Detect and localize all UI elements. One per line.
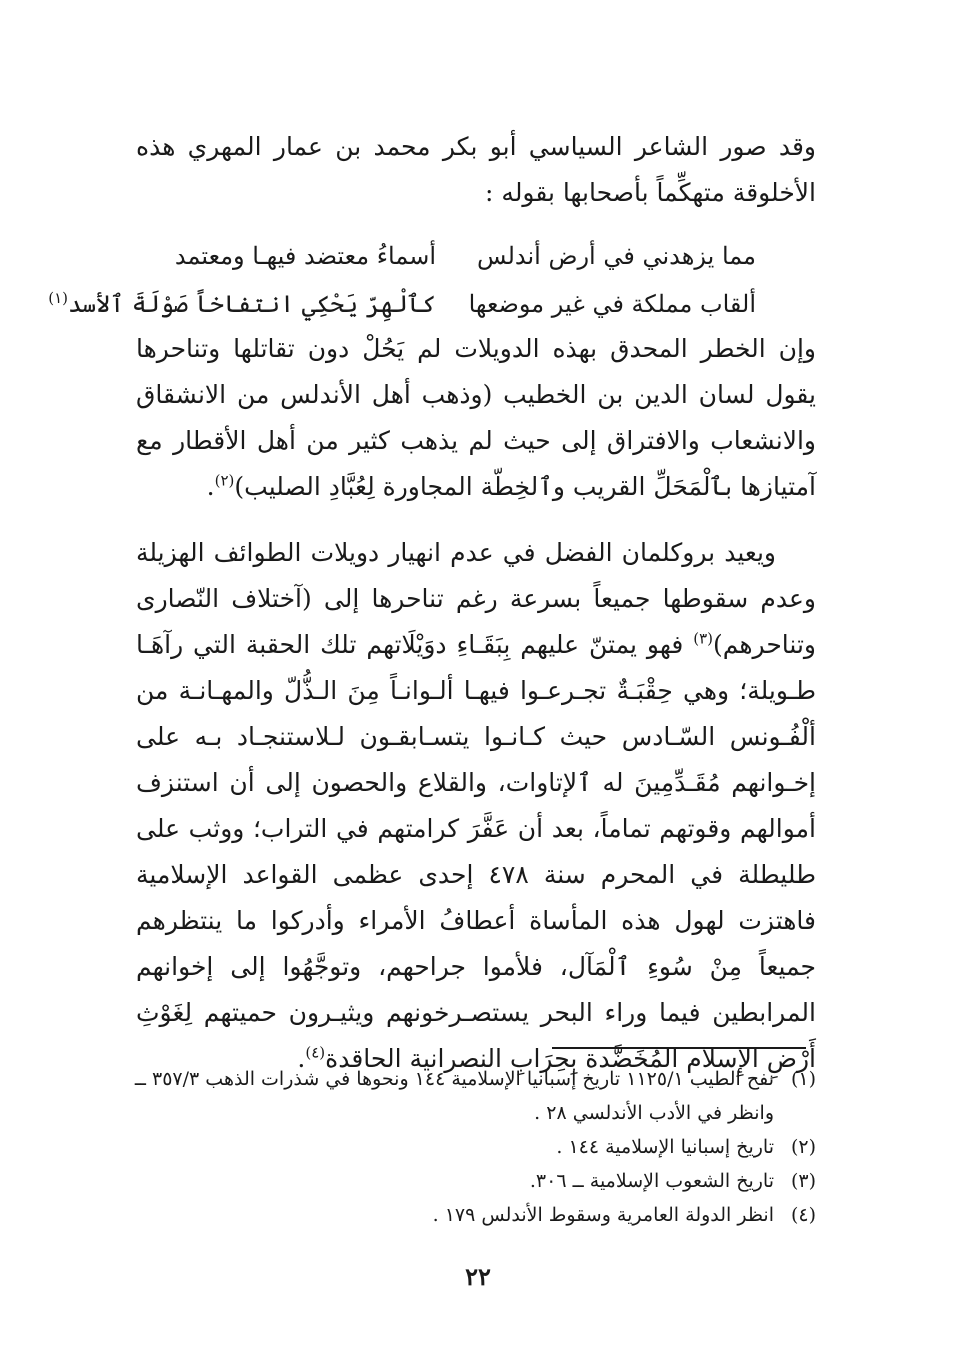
footnote-3-number: (٣) (790, 1170, 816, 1192)
footnote-4-number: (٤) (790, 1204, 816, 1226)
poem-verse-1 (136, 232, 756, 280)
paragraph-2-text: وإن الخطر المحدق بهذه الدويلات لم يَحُلْ دون تقاتلها وتناحرها يقول لسان الدين بن الخطيب (وذهب أهل الأندلس من الانشقاق والانشعاب والافتراق إلى حيث لم يذهب كثير من أهل الأقطار مع آمتيازها بٱلْمَحَلِّ القريب وٱلخِطّة المجاورة لِعُبَّادِ الصليب) (136, 334, 816, 501)
footnote-ref-4[interactable]: (٤) (305, 1043, 326, 1062)
footnote-ref-2[interactable]: (٢) (214, 471, 235, 490)
verse-2-second-hemistich (48, 280, 436, 328)
footnote-3 (126, 1164, 816, 1198)
intro-paragraph: وقد صور الشاعر السياسي أبو بكر محمد بن عمار المهري هذه الأخلوقة متهكِّماً بأصحابها بقوله : (136, 132, 816, 207)
paragraph-3-part-1: ويعيد بروكلمان الفضل في عدم انهيار دويلات الطوائف الهزيلة وعدم سقوطها جميعاً بسرعة رغم تناحرها إلى (آختلاف النّصارى وتناحرهم) (136, 538, 816, 659)
verse-2-second-hemistich-text: كٱلْهِرّ يَحْكِي انتفاخاً صَوْلَةَ ٱلأسد (67, 290, 436, 318)
footnote-1-text: نفح الطيب ١١٢٥/١ تاريخ إسبانيا الإسلامية ١٤٤ ونحوها في شذرات الذهب ٣٥٧/٣ ــ وانظر في الأدب الأندلسي ٢٨ . (134, 1068, 774, 1124)
poem-verse-2 (48, 280, 756, 328)
footnote-4-text: انظر الدولة العامرية وسقوط الأندلس ١٧٩ . (432, 1204, 774, 1226)
poem (48, 232, 756, 328)
verse-1-second-hemistich: أسماءُ معتضد فيهـا ومعتمد (174, 242, 436, 270)
footnote-1 (126, 1062, 816, 1130)
paragraph-2-end: . (206, 472, 215, 501)
page-number: ٢٢ (465, 1262, 491, 1291)
verse-1-first-hemistich: مما يزهدني في أرض أندلس (476, 242, 756, 270)
footnote-ref-1[interactable]: (١) (48, 289, 68, 307)
footnote-2 (126, 1130, 816, 1164)
footnote-ref-3[interactable]: (٣) (693, 629, 713, 648)
footnote-2-text: تاريخ إسبانيا الإسلامية ١٤٤ . (556, 1136, 774, 1158)
paragraph-3-part-2: فهو يمتنّ عليهم بِبَقَـاءِ دوَيْلَاتهم تلك الحقبة التي رآهَـا طـويلة؛ وهي حِقْبَـةٌ تجـرعـوا فيهـا ألـوانـاً مِنَ الـذُّلّ والمهـانـة من ألْفُـونس السّـادس حيث كـانـوا يتسـابقـون لـلاستنجـاد بـه على إخـوانهم مُقَـدِّمِينَ له ٱلإتاوات، والقلاع والحصون إلى أن استنزف أموالهم وقوتهم تماماً، بعد أن عَفَّرَ كرامتهم في التراب؛ ووثب على طليطلة في المحرم سنة ٤٧٨ إحدى عظمى القواعد الإسلامية فاهتزت لهول هذه المأساة أعطافُ الأمراء وأدركوا ما ينتظرهم جميعاً مِنْ سُوءِ ٱلْمَآل، فلأموا جراحهم، وتوجَّهُوا إلى إخوانهم المرابطين فيما وراء البحر يستصـرخونهم ويثيـرون حميتهم لِغَوْثِ أَرْضِ الإِسلام المُخَضَّدة بِحِرَابِ النصرانية الحاقدة (136, 630, 816, 1073)
footnote-separator (552, 1047, 806, 1049)
footnote-1-number: (١) (790, 1068, 816, 1090)
footnotes (126, 1062, 816, 1232)
verse-2-first-hemistich: ألقاب مملكة في غير موضعها (468, 290, 756, 318)
footnote-4 (126, 1198, 816, 1232)
paragraph-3-end: . (297, 1044, 306, 1073)
paragraph-2 (136, 326, 816, 510)
footnote-3-text: تاريخ الشعوب الإسلامية ــ ٣٠٦. (529, 1170, 774, 1192)
paragraph-3 (136, 530, 816, 1082)
footnote-2-number: (٢) (790, 1136, 816, 1158)
